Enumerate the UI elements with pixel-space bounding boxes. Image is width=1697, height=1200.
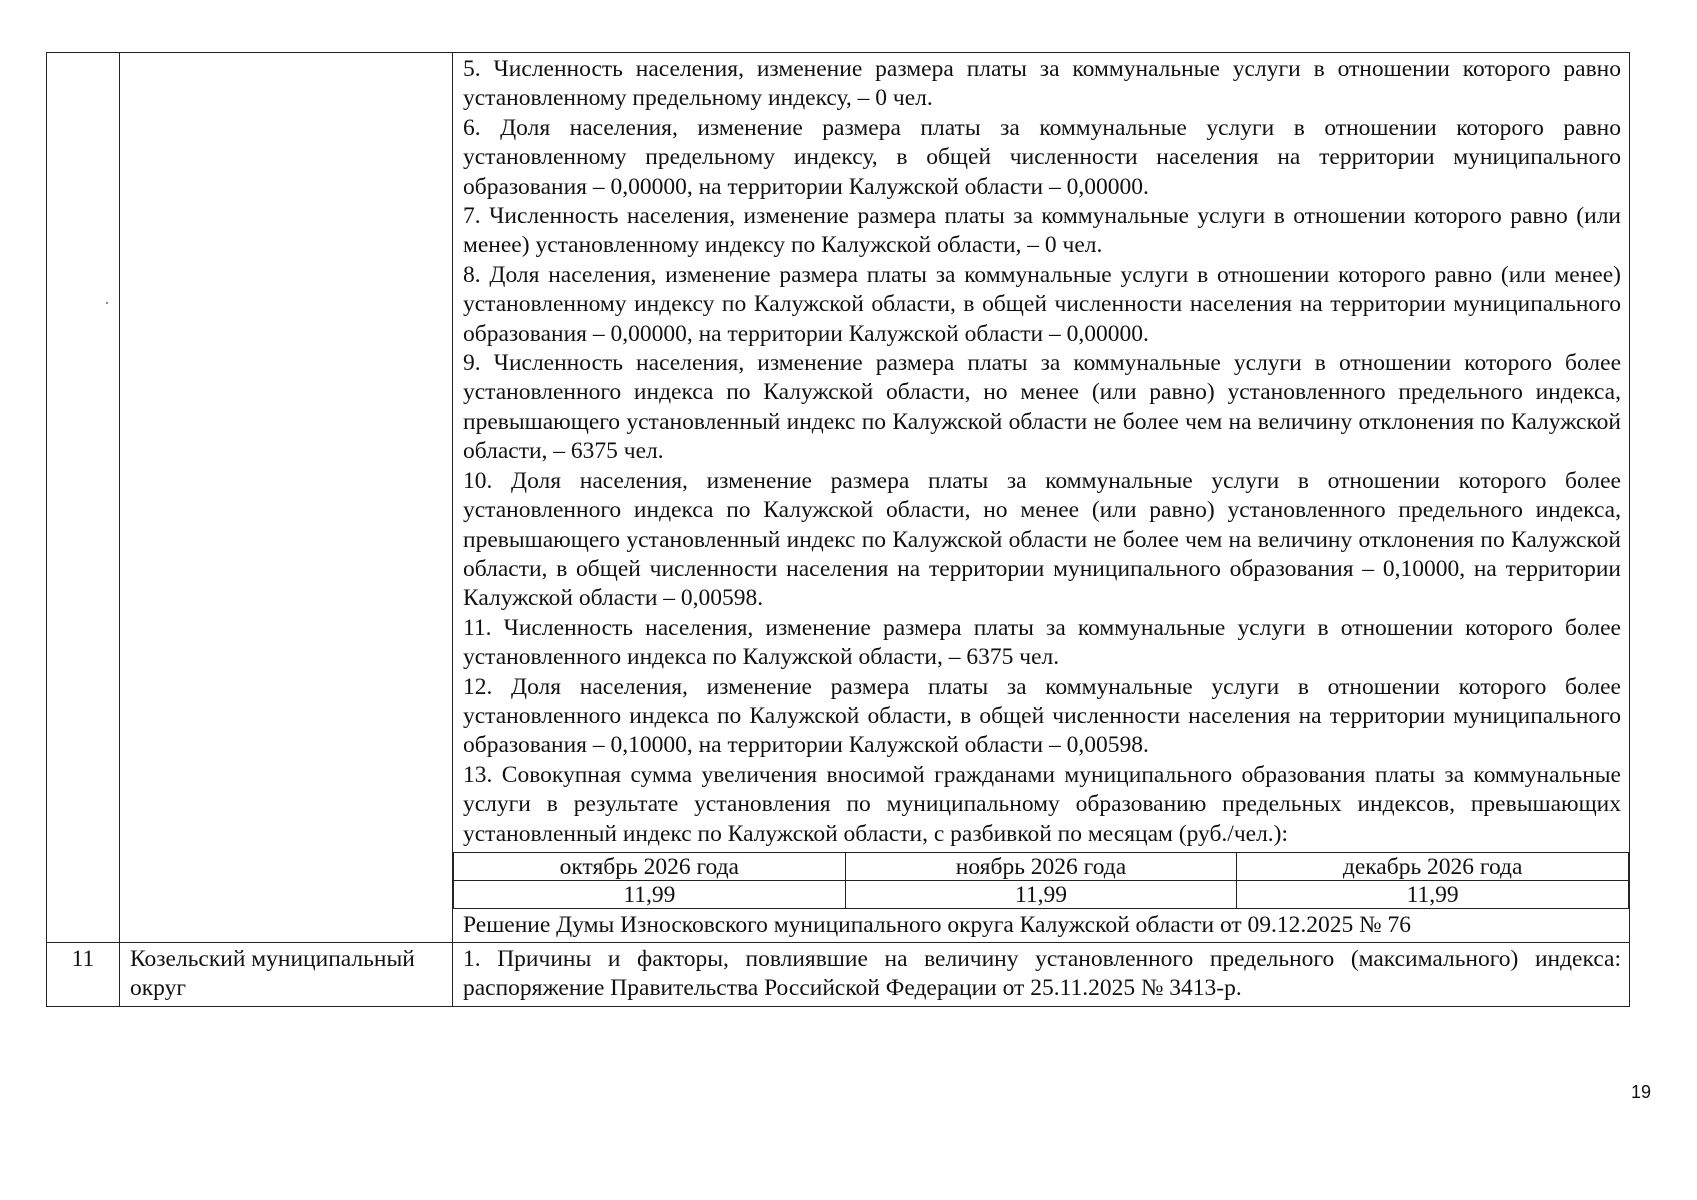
item-9: 9. Численность населения, изменение размера платы за коммунальные услуги в отношении которого более установленного индекса по Калужской области, но менее (или равно) установленного предельного индекса, превышающего установленный индекс по Калужской области не более чем на величину отклонения по Калужской области, – 6375 чел. [463,350,1621,465]
row-number-cell [47,53,120,943]
item-5: 5. Численность населения, изменение размера платы за коммунальные услуги в отношении которого равно установленному предельному индексу, – 0 чел. [463,56,1621,112]
item-12: 12. Доля населения, изменение размера платы за коммунальные услуги в отношении которого более установленного индекса по Калужской области, в общей численности населения на территории муниципального образования – 0,10000, на территории Калужской области – 0,00598. [463,673,1621,759]
month-header-nov: ноябрь 2026 года [845,852,1237,880]
row-number-cell: 11 [47,942,120,1006]
table-row-kozelsk [47,942,1630,1006]
page-number: 19 [1630,1082,1651,1102]
item-10: 10. Доля населения, изменение размера платы за коммунальные услуги в отношении которого более установленного индекса по Калужской области, но менее (или равно) установленного предельного индекса, превышающего установленный индекс по Калужской области не более чем на величину отклонения по Калужской области, в общей численности населения на территории муниципального образования – 0,10000, на территории Калужской области – 0,00598. [463,467,1621,612]
decision-reference: Решение Думы Износковского муниципального округа Калужской области от 09.12.2025 № 76 [463,911,1411,938]
municipality-cell [120,53,453,943]
details-cell [453,942,1630,1006]
month-header-dec: декабрь 2026 года [1237,852,1629,880]
details-text [453,943,1629,1006]
indices-table [46,52,1630,1007]
item-1: 1. Причины и факторы, повлиявшие на величину установленного предельного (максимального) индекса: распоряжение Правительства Российской Федерации от 25.11.2025 № 3413-р. [463,945,1621,1002]
item-6: 6. Доля населения, изменение размера платы за коммунальные услуги в отношении которого равно установленному предельному индексу, в общей численности населения на территории муниципального образования – 0,00000, на территории Калужской области – 0,00000. [463,114,1621,200]
month-value-nov: 11,99 [845,880,1237,908]
months-value-row [454,880,1629,908]
monthly-breakdown-table [453,852,1629,909]
table-row-izn [47,53,1630,943]
details-cell [453,53,1630,943]
month-value-oct: 11,99 [454,880,846,908]
month-header-oct: октябрь 2026 года [454,852,846,880]
item-13: 13. Совокупная сумма увеличения вносимой гражданами муниципального образования платы за коммунальные услуги в результате установления по муниципальному образованию предельных индексов, превышающих установленный индекс по Калужской области, с разбивкой по месяцам (руб./чел.): [463,761,1621,847]
item-11: 11. Численность населения, изменение размера платы за коммунальные услуги в отношении которого более установленного индекса по Калужской области, – 6375 чел. [463,614,1621,671]
municipality-cell: Козельский муниципальный округ [120,942,453,1006]
item-8: 8. Доля населения, изменение размера платы за коммунальные услуги в отношении которого равно (или менее) установленному индексу по Калужской области, в общей численности населения на территории муниципального образования – 0,00000, на территории Калужской области – 0,00000. [463,261,1621,347]
months-header-row [454,852,1629,880]
details-text [453,53,1629,851]
item-7: 7. Численность населения, изменение размера платы за коммунальные услуги в отношении которого равно (или менее) установленному индексу по Калужской области, – 0 чел. [463,203,1621,259]
month-value-dec: 11,99 [1237,880,1629,908]
